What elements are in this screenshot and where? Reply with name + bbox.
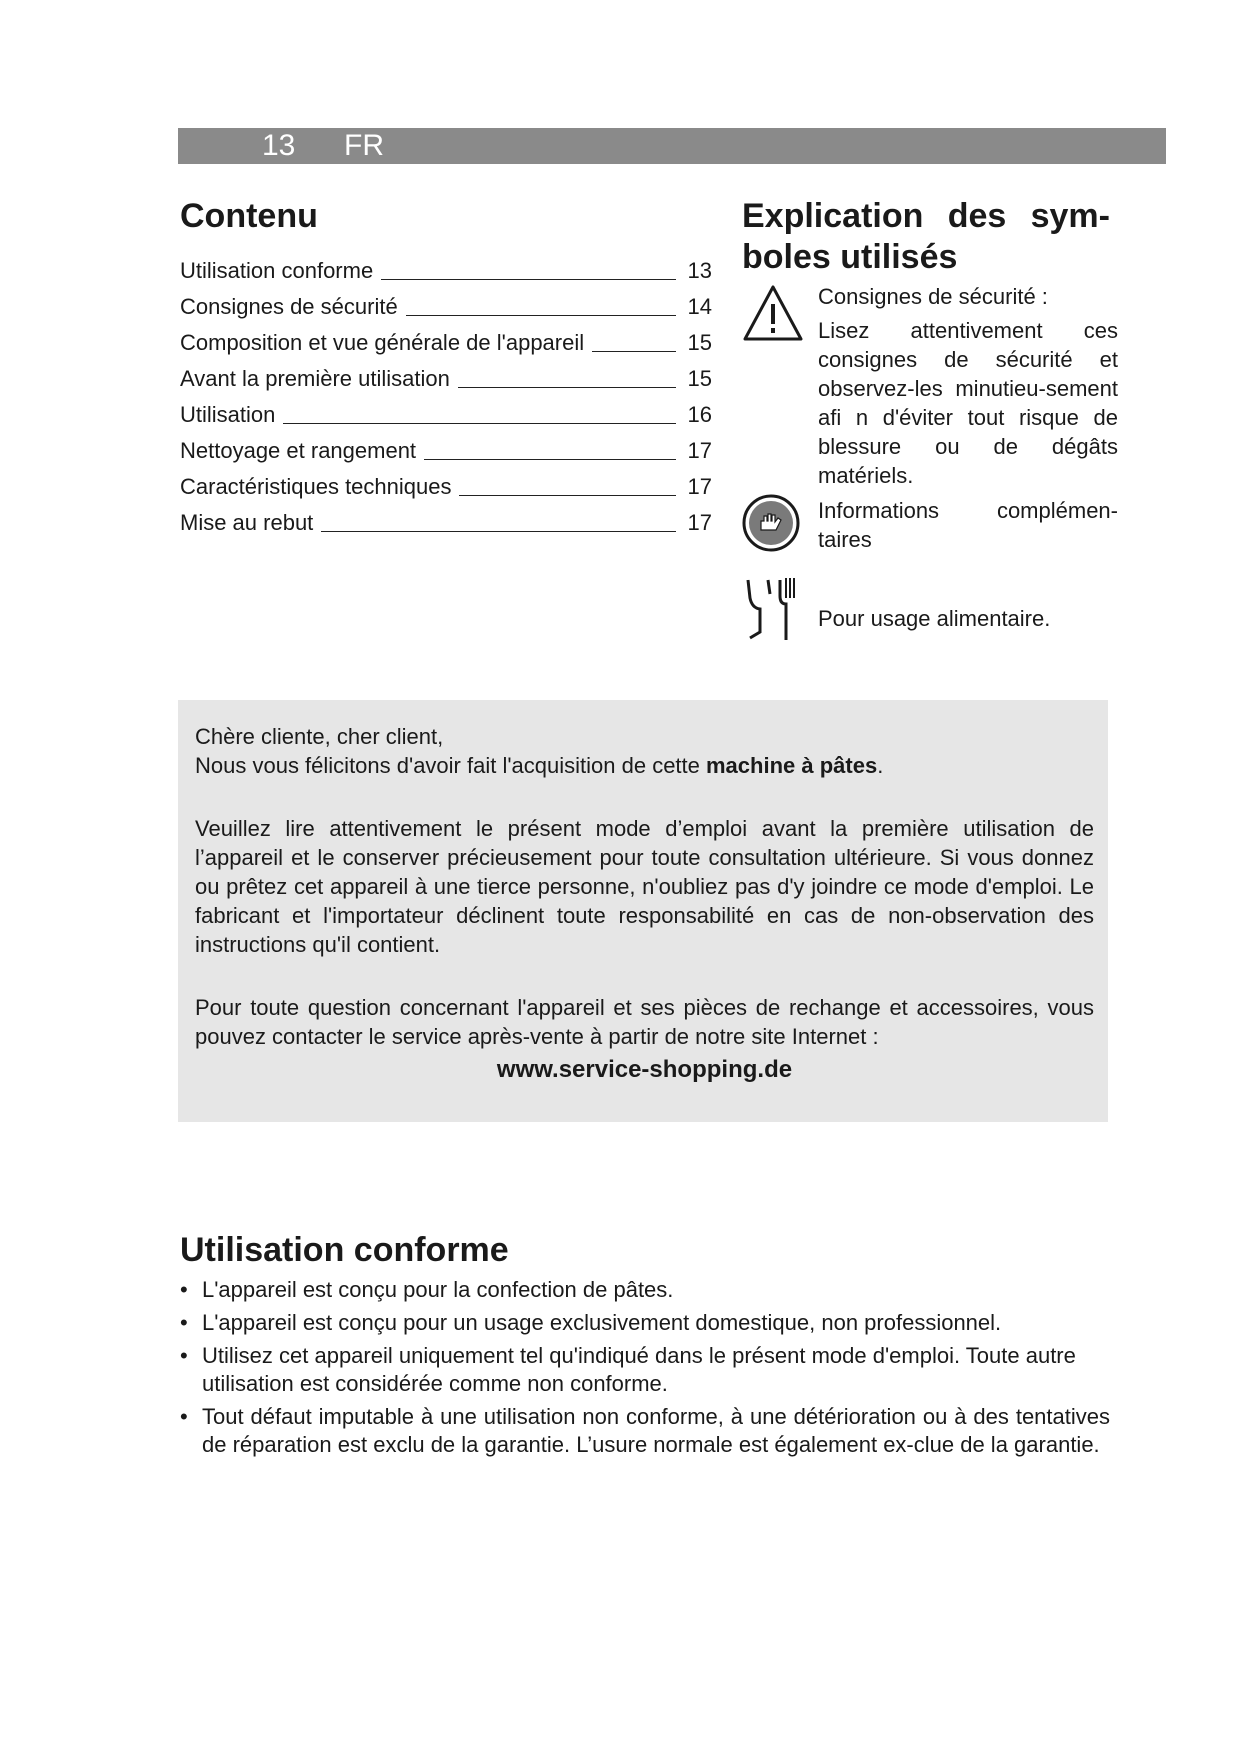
intro-paragraph-1: Veuillez lire attentivement le présent mode d’emploi avant la première utilisation de l’appareil et le conserver précieusement pour toute consultation ultérieure. Si vous donnez ou prêtez cet appareil à une tierce personne, n'oubliez pas d'y joindre ce mode d'emploi. Le fabricant et l'importateur déclinent toute responsabilité en cas de non-observation des instructions qu'il contient. — [195, 816, 1094, 957]
toc-leader-line — [381, 279, 676, 280]
list-item — [180, 1276, 1110, 1304]
usage-list — [180, 1276, 1110, 1464]
page-header-bar — [178, 128, 1166, 164]
toc-item-label: Nettoyage et rangement — [180, 438, 417, 463]
warning-heading: Consignes de sécurité : — [818, 284, 1048, 309]
toc-item-page: 13 — [687, 258, 712, 283]
intro-box — [178, 700, 1108, 1122]
bullet-marker: • — [180, 1310, 188, 1335]
toc-item[interactable] — [180, 320, 712, 356]
toc-item-page: 14 — [687, 294, 712, 319]
symbols-title: Explication des sym-boles utilisés — [742, 197, 1110, 276]
info-hand-icon — [742, 494, 800, 557]
info-text: Informations complémen-taires — [818, 498, 1118, 552]
language-code: FR — [344, 129, 384, 162]
list-item-text: Utilisez cet appareil uniquement tel qu'indiqué dans le présent mode d'emploi. Toute autre utilisation est considérée comme non conforme. — [202, 1343, 1076, 1396]
toc-item-label: Composition et vue générale de l'appareil — [180, 330, 585, 355]
service-url-link[interactable]: www.service-shopping.de — [496, 1056, 793, 1083]
toc-item-label: Avant la première utilisation — [180, 366, 450, 391]
toc-item[interactable] — [180, 464, 712, 500]
toc-item-label: Utilisation — [180, 402, 276, 427]
list-item-text: L'appareil est conçu pour un usage exclusivement domestique, non professionnel. — [202, 1310, 1002, 1335]
toc-leader-line — [458, 387, 676, 388]
toc-item-label: Mise au rebut — [180, 510, 314, 535]
toc-item[interactable] — [180, 248, 712, 284]
toc-item-page: 15 — [687, 330, 712, 355]
toc-leader-line — [321, 531, 676, 532]
toc-item[interactable] — [180, 428, 712, 464]
usage-title: Utilisation conforme — [180, 1231, 509, 1269]
symbol-food — [742, 576, 1122, 644]
toc-leader-line — [424, 459, 676, 460]
list-item-text: L'appareil est conçu pour la confection de pâtes. — [202, 1277, 674, 1302]
toc-item-label: Utilisation conforme — [180, 258, 374, 283]
toc-item[interactable] — [180, 284, 712, 320]
list-item — [180, 1342, 1110, 1398]
toc-item-page: 16 — [687, 402, 712, 427]
food-text: Pour usage alimentaire. — [818, 606, 1051, 631]
food-safe-icon — [742, 576, 802, 647]
toc-item[interactable] — [180, 392, 712, 428]
toc-item-page: 17 — [687, 474, 712, 499]
intro-product-name: machine à pâtes — [706, 753, 878, 778]
toc-leader-line — [459, 495, 676, 496]
toc-item-page: 17 — [687, 510, 712, 535]
bullet-marker: • — [180, 1277, 188, 1302]
bullet-marker: • — [180, 1343, 188, 1368]
bullet-marker: • — [180, 1404, 188, 1429]
toc-leader-line — [283, 423, 676, 424]
list-item-text: Tout défaut imputable à une utilisation non conforme, à une détérioration ou à des tentatives de réparation est exclu de la garantie. L’usure normale est également ex-clue de la garantie. — [202, 1404, 1110, 1457]
intro-greeting: Chère cliente, cher client, — [195, 724, 444, 749]
toc-item-page: 15 — [687, 366, 712, 391]
intro-congrats — [195, 751, 1094, 780]
list-item — [180, 1403, 1110, 1459]
intro-congrats-suffix: . — [877, 753, 884, 778]
toc-item[interactable] — [180, 356, 712, 392]
toc-item-label: Consignes de sécurité — [180, 294, 398, 319]
symbol-warning — [742, 282, 1122, 488]
warning-text: Lisez attentivement ces consignes de sécurité et observez-les minutieu-sement afi n d'éviter tout risque de blessure ou de dégâts matériels. — [818, 318, 1118, 488]
list-item — [180, 1309, 1110, 1337]
intro-congrats-prefix: Nous vous félicitons d'avoir fait l'acquisition de cette — [195, 753, 706, 778]
toc-item-page: 17 — [687, 438, 712, 463]
toc-item-label: Caractéristiques techniques — [180, 474, 452, 499]
warning-triangle-icon — [742, 284, 804, 347]
toc-item[interactable] — [180, 500, 712, 536]
toc-leader-line — [592, 351, 676, 352]
symbol-info — [742, 494, 1122, 556]
intro-paragraph-2: Pour toute question concernant l'appareil et ses pièces de rechange et accessoires, vous pouvez contacter le service après-vente à partir de notre site Internet : — [195, 995, 1094, 1049]
toc-list — [180, 248, 712, 536]
page-number: 13 — [262, 129, 296, 162]
toc-title: Contenu — [180, 197, 318, 235]
toc-leader-line — [406, 315, 676, 316]
